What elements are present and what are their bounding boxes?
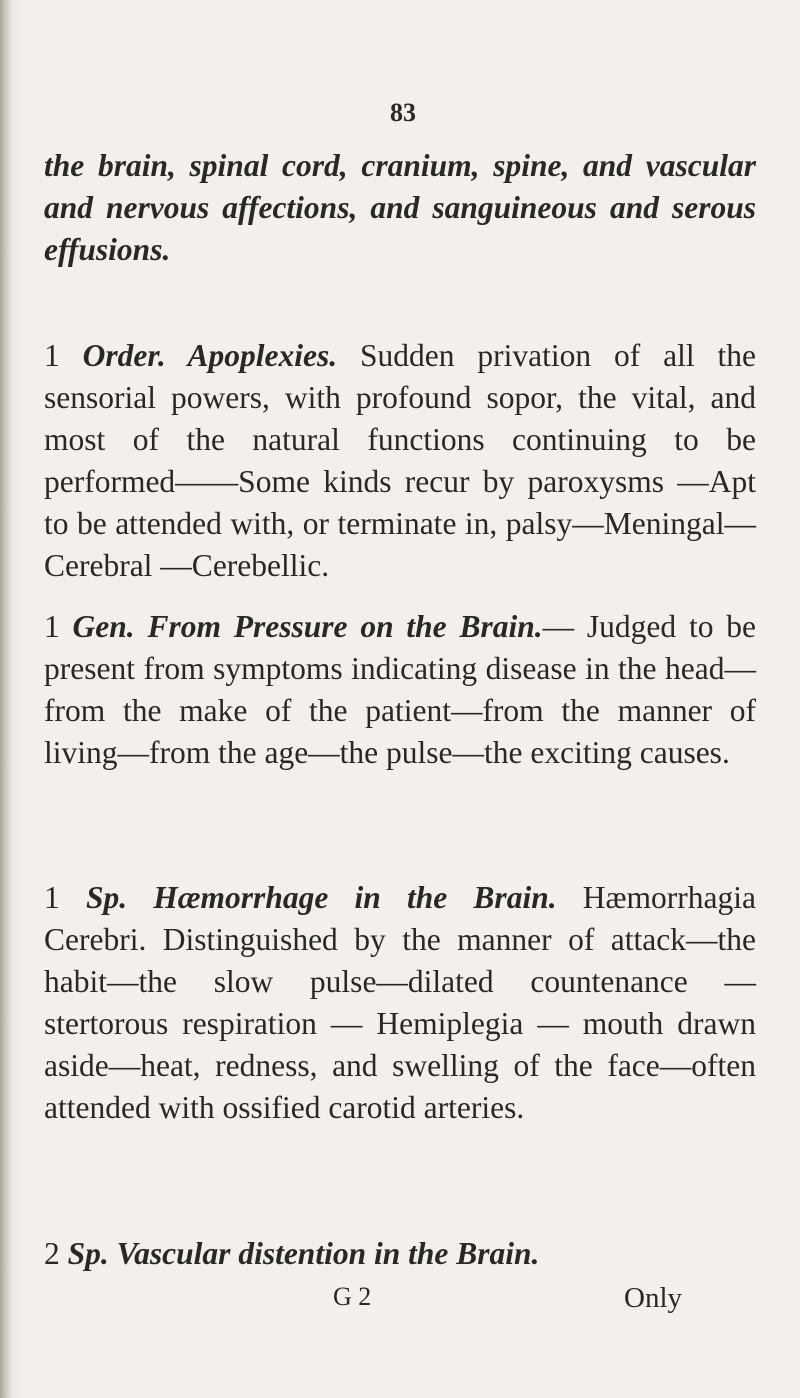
page-number: 83 [390, 98, 416, 127]
intro-text: the brain, spinal cord, cranium, spine, and vascular and nervous affections, and sanguineous and serous effusions. [44, 148, 756, 267]
paragraph-4 [44, 1233, 756, 1275]
paragraph-3-title: Hæmorrhage in the Brain. [127, 880, 557, 915]
paragraph-3-lead: 1 [44, 880, 86, 915]
paragraph-1 [44, 335, 756, 587]
paragraph-3-body: Hæmorrhagia Cerebri. Distinguished by the manner of attack—the habit—the slow pulse—dilated countenance — stertorous respiration — Hemiplegia — mouth drawn aside—heat, redness, and swelling of the face—often attended with ossified carotid arteries. [44, 880, 756, 1125]
paragraph-1-rank: Order. [82, 338, 166, 373]
paragraph-4-title: Vascular distention in the Brain. [108, 1236, 540, 1271]
paragraph-1-lead: 1 [44, 338, 83, 373]
species-vascular-paragraph [44, 1233, 756, 1275]
paragraph-4-rank: Sp. [67, 1236, 109, 1271]
page-gutter-shadow [0, 0, 12, 1398]
paragraph-4-lead: 2 [44, 1236, 68, 1271]
paragraph-2-lead: 1 [44, 609, 73, 644]
genus-pressure-paragraph [44, 606, 756, 774]
catchword: Only [624, 1282, 682, 1314]
paragraph-3 [44, 877, 756, 1129]
order-apoplexies-paragraph [44, 335, 756, 587]
paragraph-2 [44, 606, 756, 774]
paragraph-1-body: Sudden privation of all the sensorial powers, with profound sopor, the vital, and most of the natural functions continuing to be performed——Some kinds recur by paroxysms —Apt to be attended with, or terminate in, palsy—Meningal—Cerebral —Cerebellic. [44, 338, 757, 583]
species-haemorrhage-paragraph [44, 877, 756, 1129]
signature-mark: G 2 [333, 1282, 372, 1311]
paragraph-1-title: Apoplexies. [165, 338, 338, 373]
paragraph-3-rank: Sp. [85, 880, 128, 915]
paragraph-2-title: From Pressure on the Brain. [134, 609, 543, 644]
intro-paragraph [44, 145, 756, 271]
paragraph-2-rank: Gen. [72, 609, 135, 644]
page-footer [0, 1282, 800, 1322]
paragraph-2-body: — Judged to be present from symptoms indicating disease in the head—from the make of the patient—from the manner of living—from the age—the pulse—the exciting causes. [44, 609, 756, 770]
